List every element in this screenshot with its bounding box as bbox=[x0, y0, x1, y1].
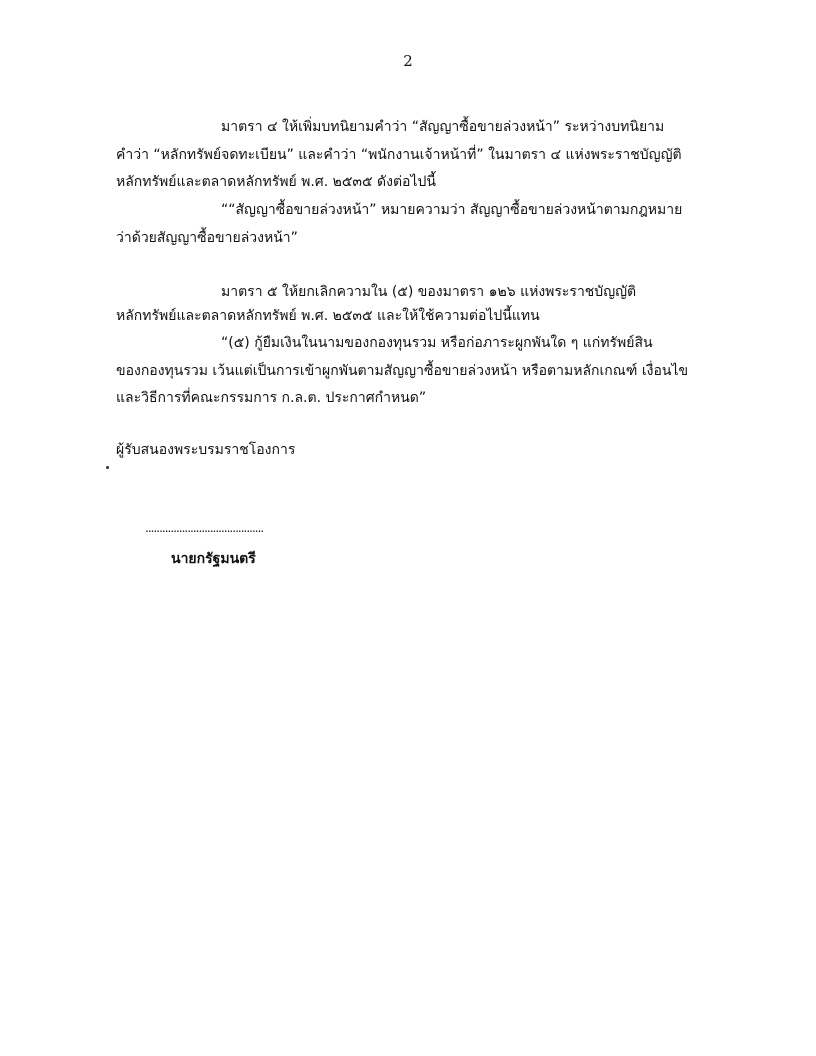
section-5-line-1: มาตรา ๕ ให้ยกเลิกความใน (๕) ของมาตรา ๑๒๖ แห่งพระราชบัญญัติ bbox=[221, 284, 637, 300]
signatory-title: นายกรัฐมนตรี bbox=[171, 551, 256, 567]
section-4-line-2: คำว่า “หลักทรัพย์จดทะเบียน” และคำว่า “พนักงานเจ้าหน้าที่” ในมาตรา ๔ แห่งพระราชบัญญัติ bbox=[116, 147, 682, 163]
section-5-line-2: หลักทรัพย์และตลาดหลักทรัพย์ พ.ศ. ๒๕๓๕ และให้ใช้ความต่อไปนี้แทน bbox=[116, 308, 540, 324]
section-4-line-1: มาตรา ๔ ให้เพิ่มบทนิยามคำว่า “สัญญาซื้อขายล่วงหน้า” ระหว่างบทนิยาม bbox=[221, 119, 665, 135]
section-5-amendment-line-3: และวิธีการที่คณะกรรมการ ก.ล.ต. ประกาศกำหนด” bbox=[116, 390, 427, 406]
countersign-heading: ผู้รับสนองพระบรมราชโองการ bbox=[116, 442, 296, 458]
section-4-line-3: หลักทรัพย์และตลาดหลักทรัพย์ พ.ศ. ๒๕๓๕ ดังต่อไปนี้ bbox=[116, 174, 436, 190]
page-number: 2 bbox=[403, 52, 413, 70]
section-4-definition-line-2: ว่าด้วยสัญญาซื้อขายล่วงหน้า” bbox=[116, 230, 298, 246]
scan-speck bbox=[106, 466, 109, 469]
signature-line: .......................................... bbox=[145, 521, 264, 535]
section-5-amendment-line-1: “(๕) กู้ยืมเงินในนามของกองทุนรวม หรือก่อภาระผูกพันใด ๆ แก่ทรัพย์สิน bbox=[221, 335, 653, 351]
section-4-definition-line-1: ““สัญญาซื้อขายล่วงหน้า” หมายความว่า สัญญาซื้อขายล่วงหน้าตามกฎหมาย bbox=[221, 202, 683, 218]
section-5-amendment-line-2: ของกองทุนรวม เว้นแต่เป็นการเข้าผูกพันตามสัญญาซื้อขายล่วงหน้า หรือตามหลักเกณฑ์ เงื่อนไข bbox=[116, 363, 689, 379]
